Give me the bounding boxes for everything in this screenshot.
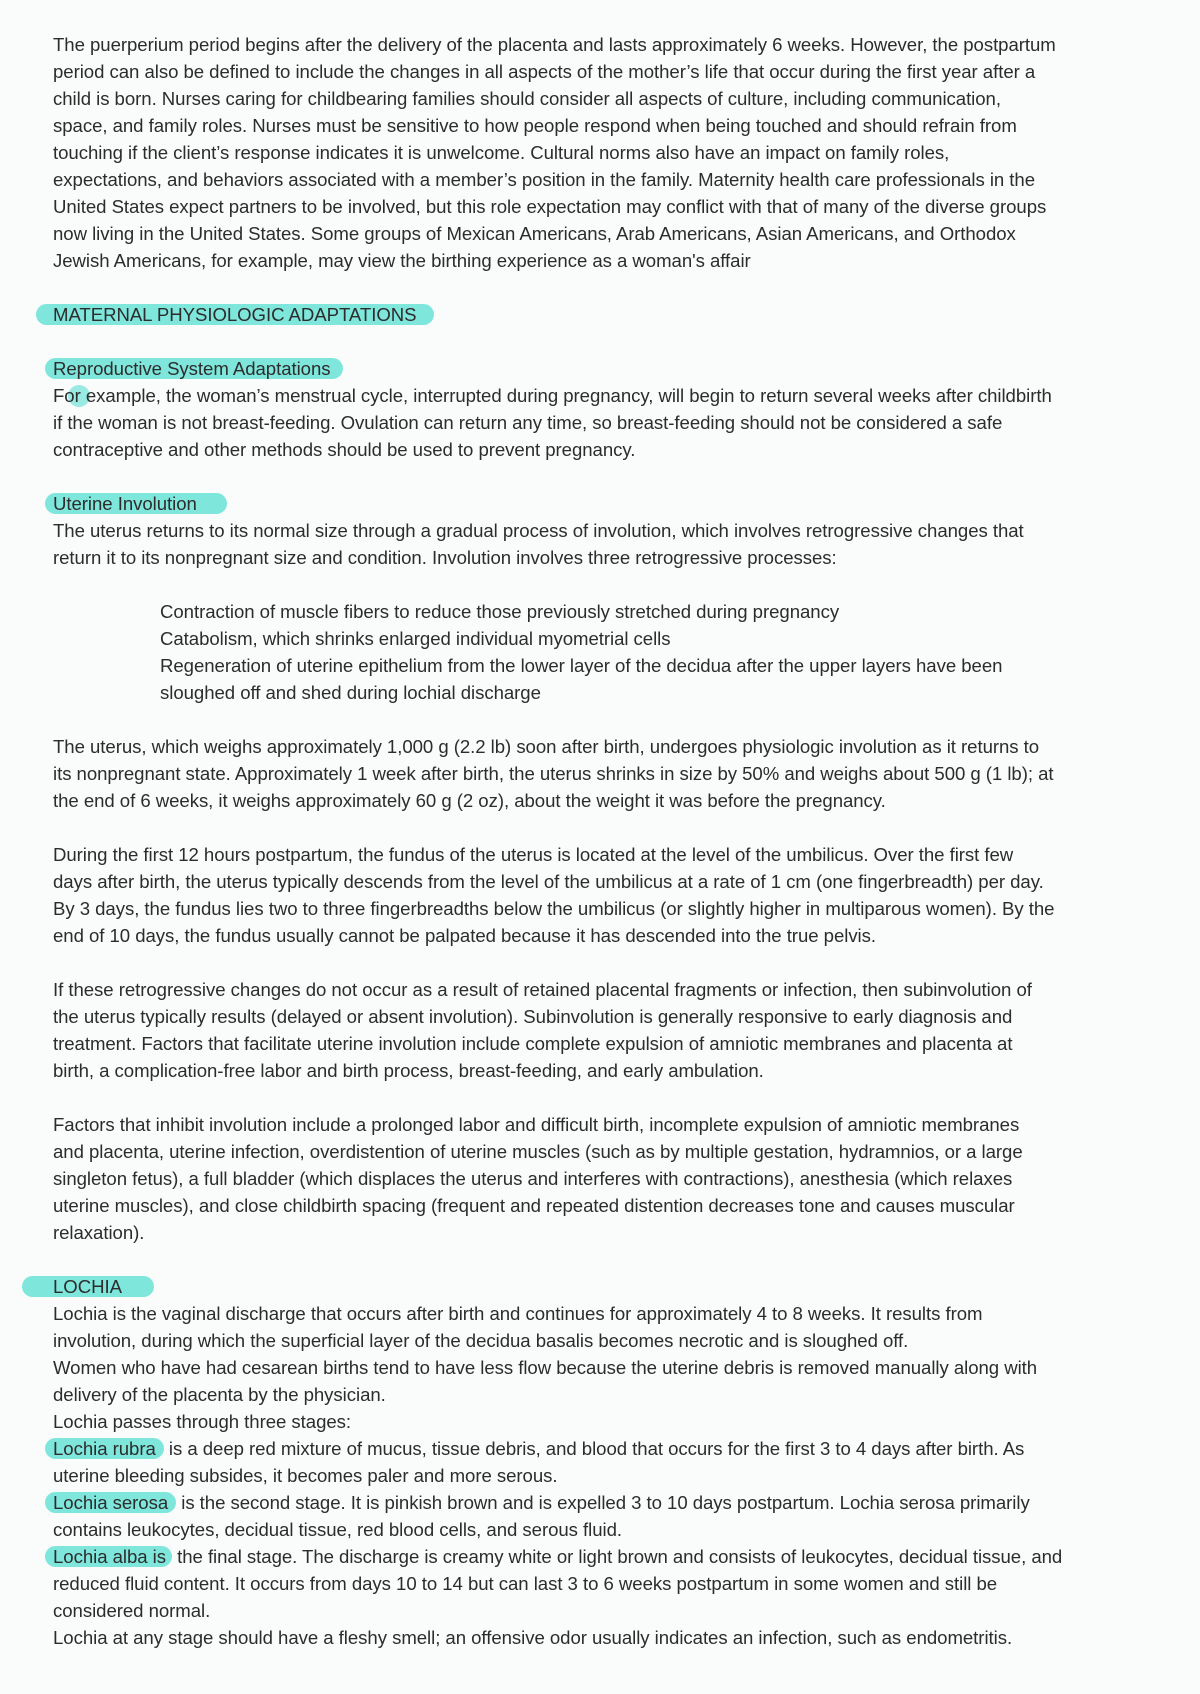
uterine-weight-line: its nonpregnant state. Approximately 1 week after birth, the uterus shrinks in size by 50% and weighs about 500 g (1 lb); at bbox=[53, 763, 1054, 784]
uterine-weight-line: the end of 6 weeks, it weighs approximately 60 g (2 oz), about the weight it was before the pregnancy. bbox=[53, 790, 886, 811]
reproductive-line: if the woman is not breast-feeding. Ovulation can return any time, so breast-feeding should not be considered a safe bbox=[53, 412, 1003, 433]
inhibit-line: uterine muscles), and close childbirth spacing (frequent and repeated distention decreases tone and causes muscular bbox=[53, 1195, 1015, 1216]
lochia-rubra-line bbox=[45, 1435, 1024, 1462]
list-item: Catabolism, which shrinks enlarged individual myometrial cells bbox=[160, 628, 671, 649]
lochia-alba-desc: the final stage. The discharge is creamy white or light brown and consists of leukocytes, decidual tissue, and bbox=[172, 1546, 1063, 1567]
inhibit-line: singleton fetus), a full bladder (which displaces the uterus and interferes with contractions), anesthesia (which relaxes bbox=[53, 1168, 1013, 1189]
intro-line: expectations, and behaviors associated with a member’s position in the family. Maternity health care professionals in the bbox=[53, 169, 1036, 190]
intro-line: child is born. Nurses caring for childbearing families should consider all aspects of culture, including communication, bbox=[53, 88, 1001, 109]
intro-line: period can also be defined to include the changes in all aspects of the mother’s life that occur during the first year after a bbox=[53, 61, 1036, 82]
intro-line: space, and family roles. Nurses must be sensitive to how people respond when being touched and should refrain from bbox=[53, 115, 1017, 136]
uterine-intro-line: return it to its nonpregnant size and condition. Involution involves three retrogressive processes: bbox=[53, 547, 837, 568]
uterine-heading bbox=[45, 490, 227, 517]
lochia-line: Lochia is the vaginal discharge that occurs after birth and continues for approximately 4 to 8 weeks. It results from bbox=[53, 1303, 983, 1324]
lochia-alba-term: Lochia alba is bbox=[45, 1546, 172, 1567]
maternal-heading bbox=[36, 301, 434, 328]
lochia-smell-line: Lochia at any stage should have a fleshy smell; an offensive odor usually indicates an infection, such as endometritis. bbox=[53, 1627, 1013, 1648]
lochia-line: delivery of the placenta by the physician. bbox=[53, 1384, 386, 1405]
lochia-serosa-term: Lochia serosa bbox=[45, 1492, 176, 1513]
intro-line: United States expect partners to be involved, but this role expectation may conflict with that of many of the diverse groups bbox=[53, 196, 1047, 217]
subinvolution-line: birth, a complication-free labor and birth process, breast-feeding, and early ambulation. bbox=[53, 1060, 764, 1081]
reproductive-heading bbox=[45, 355, 343, 382]
lochia-rubra-line2: uterine bleeding subsides, it becomes paler and more serous. bbox=[53, 1465, 558, 1486]
subinvolution-line: If these retrogressive changes do not occur as a result of retained placental fragments or infection, then subinvolution of bbox=[53, 979, 1032, 1000]
fundus-line: During the first 12 hours postpartum, the fundus of the uterus is located at the level of the umbilicus. Over the first few bbox=[53, 844, 1014, 865]
lochia-heading bbox=[22, 1273, 154, 1300]
list-item: sloughed off and shed during lochial discharge bbox=[160, 682, 541, 703]
lochia-alba-line3: considered normal. bbox=[53, 1600, 211, 1621]
list-item: Contraction of muscle fibers to reduce those previously stretched during pregnancy bbox=[160, 601, 840, 622]
fundus-line: By 3 days, the fundus lies two to three fingerbreadths below the umbilicus (or slightly higher in multiparous women). By the bbox=[53, 898, 1055, 919]
inhibit-line: relaxation). bbox=[53, 1222, 145, 1243]
maternal-heading-text: MATERNAL PHYSIOLOGIC ADAPTATIONS bbox=[36, 304, 434, 325]
lochia-serosa-desc: is the second stage. It is pinkish brown and is expelled 3 to 10 days postpartum. Lochia serosa primarily bbox=[176, 1492, 1030, 1513]
intro-line: now living in the United States. Some groups of Mexican Americans, Arab Americans, Asian Americans, and Orthodox bbox=[53, 223, 1016, 244]
intro-line: The puerperium period begins after the delivery of the placenta and lasts approximately 6 weeks. However, the postpartum bbox=[53, 34, 1056, 55]
lochia-serosa-line bbox=[45, 1489, 1030, 1516]
subinvolution-line: the uterus typically results (delayed or absent involution). Subinvolution is generally responsive to early diagnosis and bbox=[53, 1006, 1013, 1027]
lochia-serosa-line2: contains leukocytes, decidual tissue, red blood cells, and serous fluid. bbox=[53, 1519, 623, 1540]
intro-line: Jewish Americans, for example, may view the birthing experience as a woman's affair bbox=[53, 250, 751, 271]
lochia-alba-line2: reduced fluid content. It occurs from days 10 to 14 but can last 3 to 6 weeks postpartum in some women and still be bbox=[53, 1573, 998, 1594]
lochia-heading-text: LOCHIA bbox=[22, 1276, 154, 1297]
uterine-intro-line: The uterus returns to its normal size through a gradual process of involution, which involves retrogressive changes that bbox=[53, 520, 1024, 541]
intro-line: touching if the client’s response indicates it is unwelcome. Cultural norms also have an impact on family roles, bbox=[53, 142, 950, 163]
reproductive-line: contraceptive and other methods should be used to prevent pregnancy. bbox=[53, 439, 636, 460]
lochia-line: Lochia passes through three stages: bbox=[53, 1411, 352, 1432]
lochia-rubra-term: Lochia rubra bbox=[45, 1438, 164, 1459]
reproductive-heading-text: Reproductive System Adaptations bbox=[45, 358, 343, 379]
fundus-line: end of 10 days, the fundus usually cannot be palpated because it has descended into the true pelvis. bbox=[53, 925, 877, 946]
fundus-line: days after birth, the uterus typically descends from the level of the umbilicus at a rate of 1 cm (one fingerbreadth) per day. bbox=[53, 871, 1044, 892]
subinvolution-line: treatment. Factors that facilitate uterine involution include complete expulsion of amniotic membranes and placenta at bbox=[53, 1033, 1013, 1054]
inhibit-line: Factors that inhibit involution include a prolonged labor and difficult birth, incomplete expulsion of amniotic membranes bbox=[53, 1114, 1020, 1135]
uterine-heading-text: Uterine Involution bbox=[45, 493, 227, 514]
uterine-weight-line: The uterus, which weighs approximately 1,000 g (2.2 lb) soon after birth, undergoes physiologic involution as it returns to bbox=[53, 736, 1040, 757]
lochia-line: Women who have had cesarean births tend to have less flow because the uterine debris is removed manually along with bbox=[53, 1357, 1038, 1378]
lochia-alba-line bbox=[45, 1543, 1062, 1570]
reproductive-line: For example, the woman’s menstrual cycle, interrupted during pregnancy, will begin to return several weeks after childbirth bbox=[53, 385, 1052, 406]
lochia-rubra-desc: is a deep red mixture of mucus, tissue debris, and blood that occurs for the first 3 to 4 days after birth. As bbox=[163, 1438, 1025, 1459]
list-item: Regeneration of uterine epithelium from the lower layer of the decidua after the upper layers have been bbox=[160, 655, 1003, 676]
inhibit-line: and placenta, uterine infection, overdistention of uterine muscles (such as by multiple gestation, hydramnios, or a large bbox=[53, 1141, 1023, 1162]
lochia-line: involution, during which the superficial layer of the decidua basalis becomes necrotic and is sloughed off. bbox=[53, 1330, 909, 1351]
